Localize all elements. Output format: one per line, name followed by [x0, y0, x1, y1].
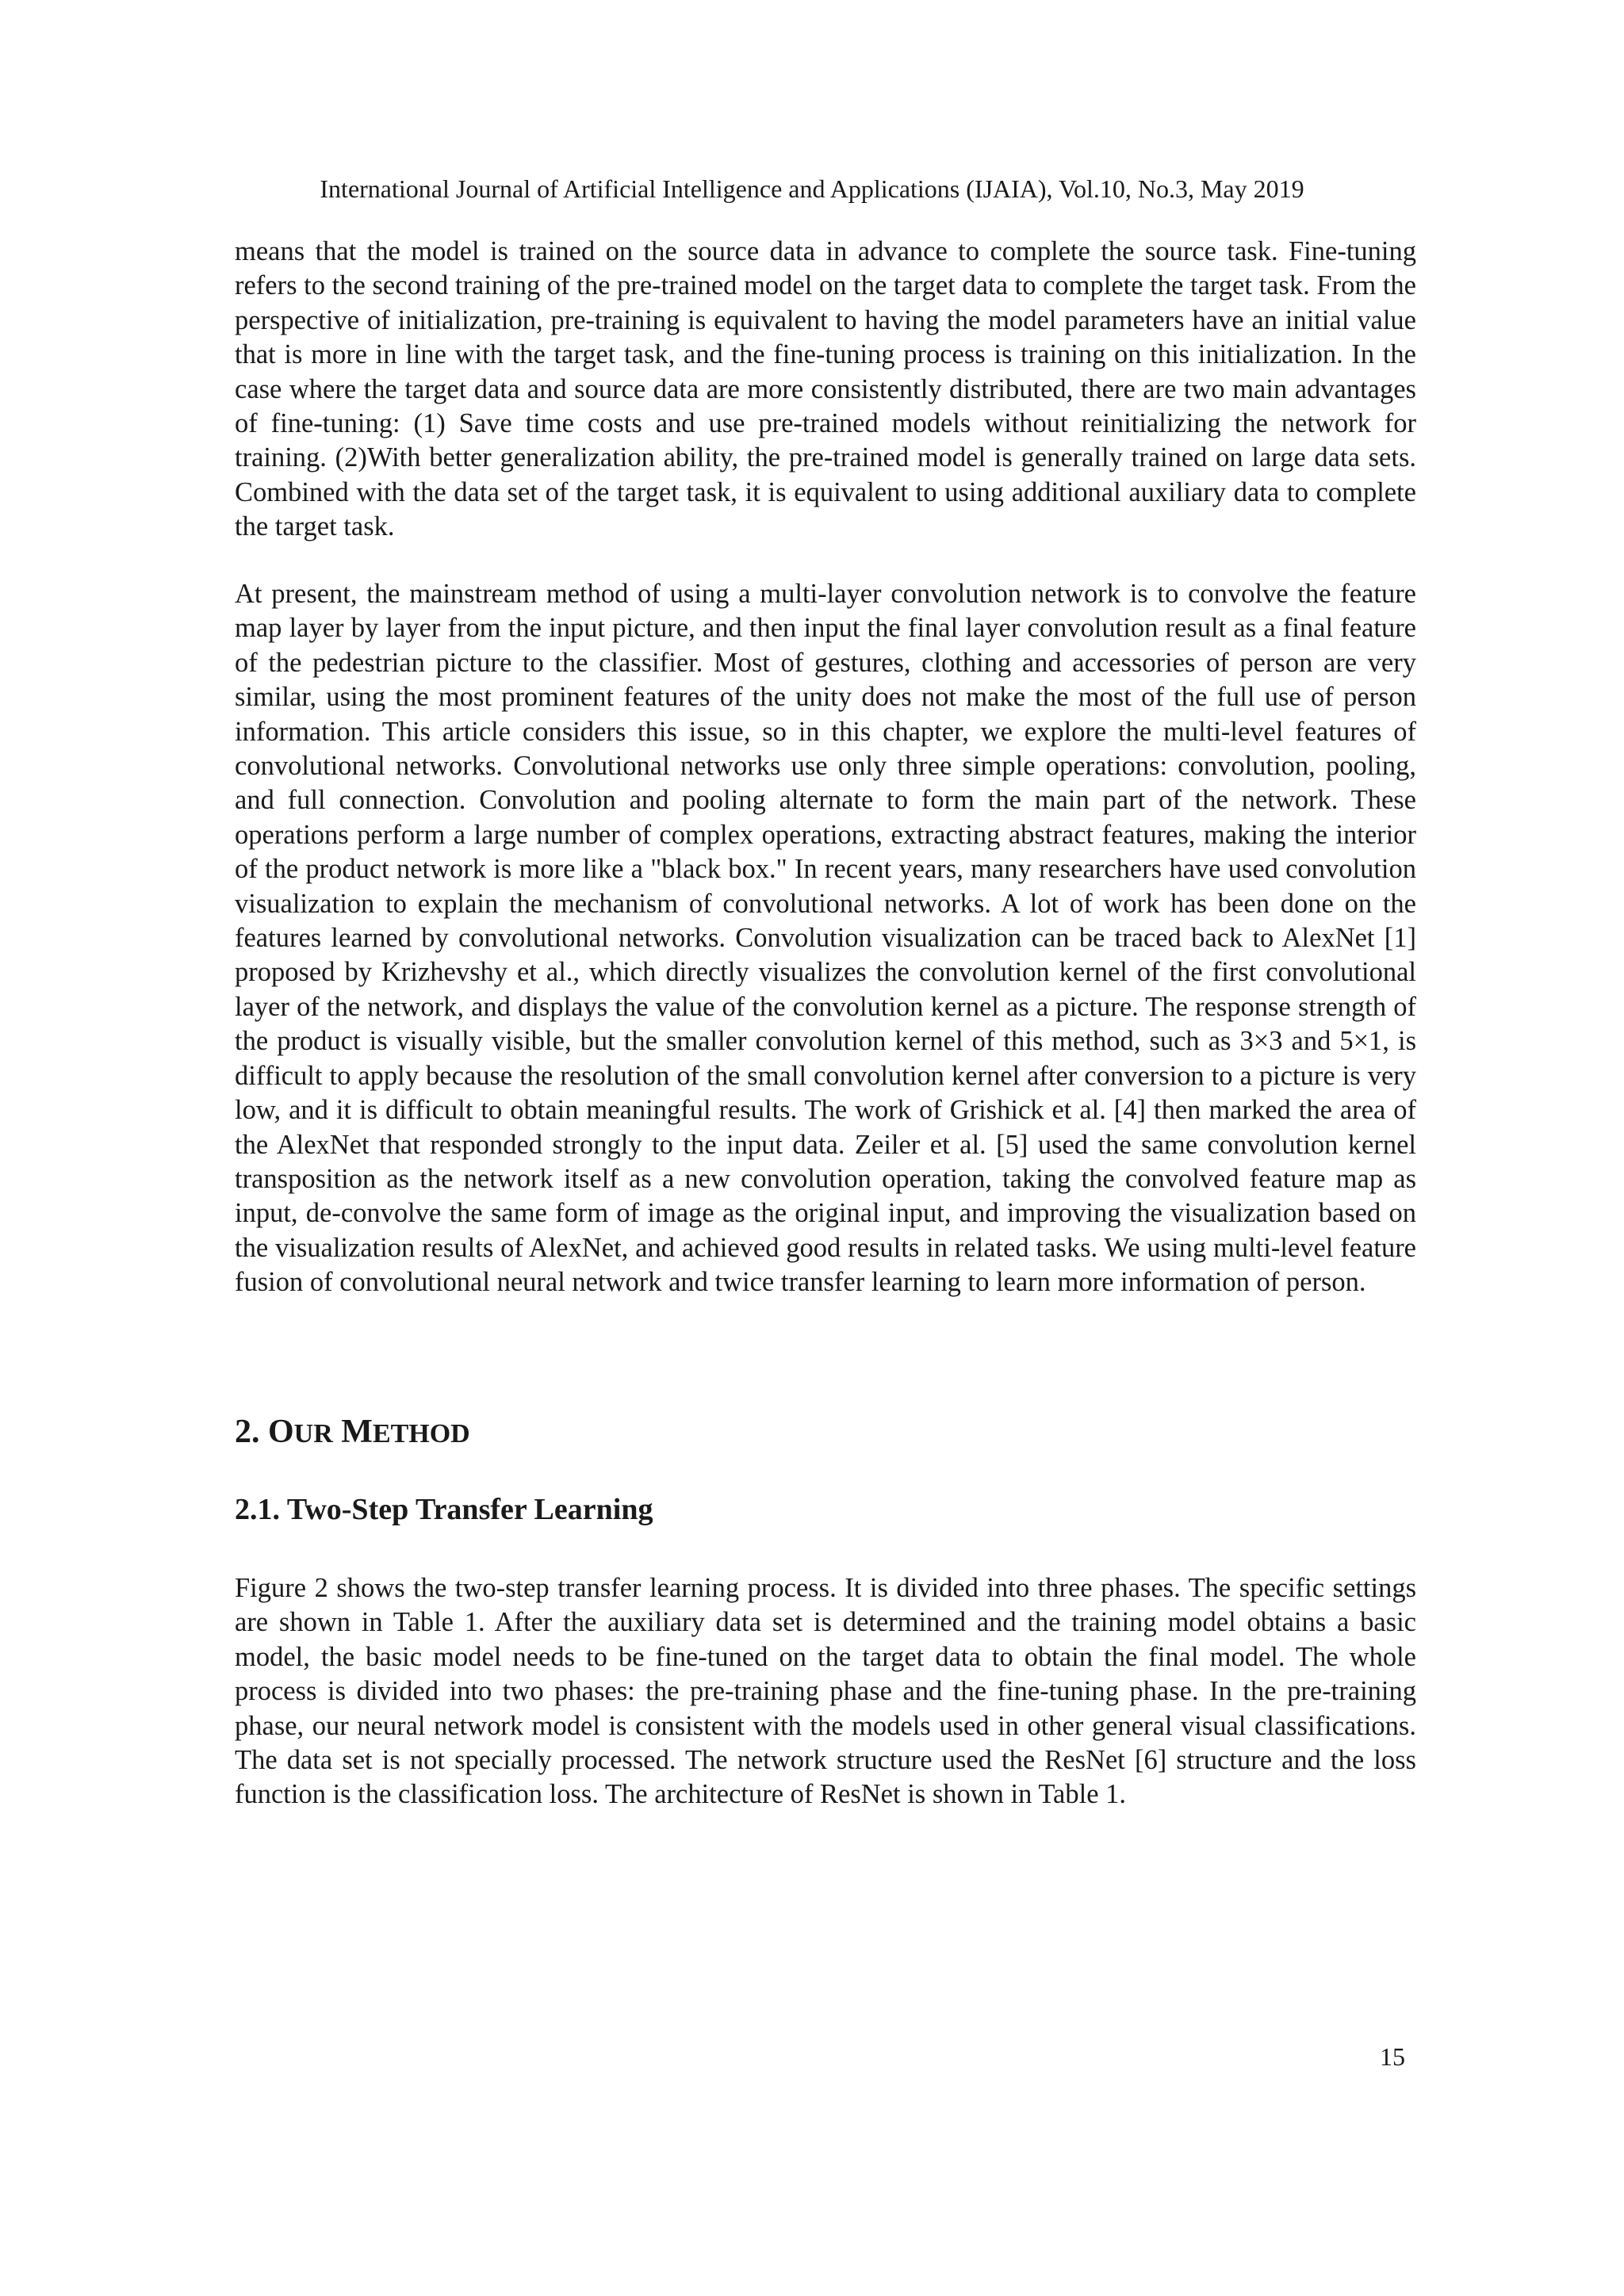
section-title-initial-2: M — [341, 1414, 373, 1450]
paragraph-fine-tuning: means that the model is trained on the source data in advance to complete the source task. Fine-tuning refers to the second training of the pre-trained model on the target data to complete the target task. From the perspective of initialization, pre-training is equivalent to having the model parameters have an initial value that is more in line with the target task, and the fine-tuning process is training on this initialization. In the case where the target data and source data are more consistently distributed, there are two main advantages of fine-tuning: (1) Save time costs and use pre-trained models without reinitializing the network for training. (2)With better generalization ability, the pre-trained model is generally trained on large data sets. Combined with the data set of the target task, it is equivalent to using additional auxiliary data to complete the target task. — [235, 236, 1416, 542]
section-heading — [235, 1410, 470, 1456]
section-number: 2. — [235, 1414, 260, 1450]
section-title-rest-2: ETHOD — [372, 1419, 470, 1448]
subsection-heading: 2.1. Two-Step Transfer Learning — [235, 1493, 653, 1526]
section-title-initial-1: O — [268, 1414, 294, 1450]
paragraph-two-step-transfer: Figure 2 shows the two-step transfer learning process. It is divided into three phases. The specific settings are shown in Table 1. After the auxiliary data set is determined and the training model obtains a basic model, the basic model needs to be fine-tuned on the target data to obtain the final model. The whole process is divided into two phases: the pre-training phase and the fine-tuning phase. In the pre-training phase, our neural network model is consistent with the models used in other general visual classifications. The data set is not specially processed. The network structure used the ResNet [6] structure and the loss function is the classification loss. The architecture of ResNet is shown in Table 1. — [235, 1573, 1416, 1810]
running-header: International Journal of Artificial Intelligence and Applications (IJAIA), Vol.10, No.3, May 2019 — [320, 174, 1304, 203]
section-title-rest-1: UR — [293, 1419, 333, 1448]
page-number: 15 — [1380, 2042, 1405, 2071]
paragraph-multi-level-features: At present, the mainstream method of using a multi-layer convolution network is to convolve the feature map layer by layer from the input picture, and then input the final layer convolution result as a final feature of the pedestrian picture to the classifier. Most of gestures, clothing and accessories of person are very similar, using the most prominent features of the unity does not make the most of the full use of person information. This article considers this issue, so in this chapter, we explore the multi-level features of convolutional networks. Convolutional networks use only three simple operations: convolution, pooling, and full connection. Convolution and pooling alternate to form the main part of the network. These operations perform a large number of complex operations, extracting abstract features, making the interior of the product network is more like a "black box." In recent years, many researchers have used convolution visualization to explain the mechanism of convolutional networks. A lot of work has been done on the features learned by convolutional networks. Convolution visualization can be traced back to AlexNet [1] proposed by Krizhevshy et al., which directly visualizes the convolution kernel of the first convolutional layer of the network, and displays the value of the convolution kernel as a picture. The response strength of the product is visually visible, but the smaller convolution kernel of this method, such as 3×3 and 5×1, is difficult to apply because the resolution of the small convolution kernel after conversion to a picture is very low, and it is difficult to obtain meaningful results. The work of Grishick et al. [4] then marked the area of the AlexNet that responded strongly to the input data. Zeiler et al. [5] used the same convolution kernel transposition as the network itself as a new convolution operation, taking the convolved feature map as input, de-convolve the same form of image as the original input, and improving the visualization based on the visualization results of AlexNet, and achieved good results in related tasks. We using multi-level feature fusion of convolutional neural network and twice transfer learning to learn more information of person. — [235, 579, 1416, 1298]
